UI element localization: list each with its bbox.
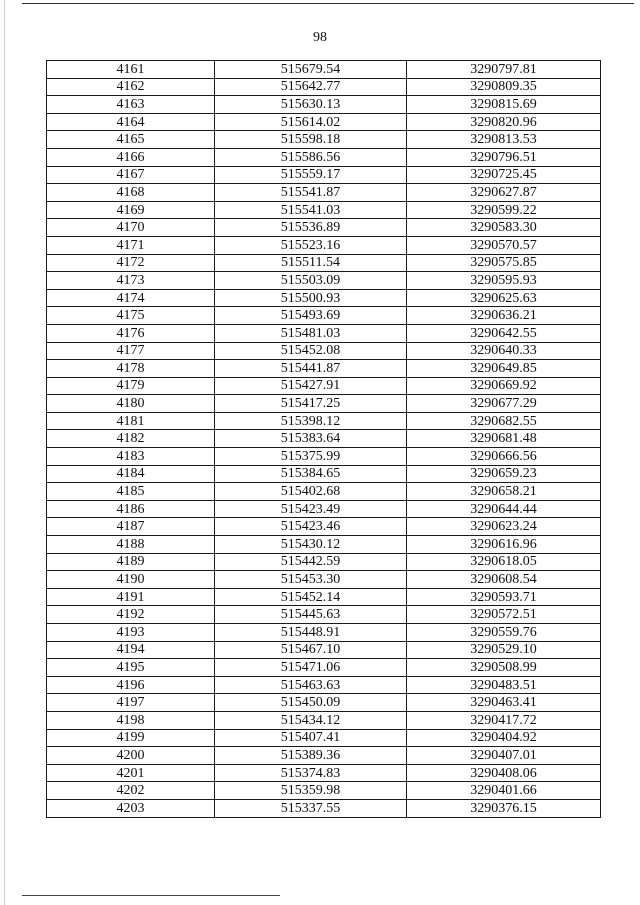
x-coordinate-cell: 515441.87 bbox=[215, 360, 407, 378]
point-number-cell: 4174 bbox=[47, 289, 215, 307]
point-number-cell: 4177 bbox=[47, 342, 215, 360]
table-row bbox=[47, 659, 601, 677]
table-row bbox=[47, 289, 601, 307]
x-coordinate-cell: 515427.91 bbox=[215, 377, 407, 395]
y-coordinate-cell: 3290376.15 bbox=[407, 799, 601, 817]
table-row bbox=[47, 78, 601, 96]
point-number-cell: 4169 bbox=[47, 201, 215, 219]
y-coordinate-cell: 3290642.55 bbox=[407, 324, 601, 342]
point-number-cell: 4178 bbox=[47, 360, 215, 378]
point-number-cell: 4171 bbox=[47, 236, 215, 254]
x-coordinate-cell: 515481.03 bbox=[215, 324, 407, 342]
y-coordinate-cell: 3290483.51 bbox=[407, 676, 601, 694]
table-row bbox=[47, 711, 601, 729]
y-coordinate-cell: 3290677.29 bbox=[407, 395, 601, 413]
point-number-cell: 4167 bbox=[47, 166, 215, 184]
table-row bbox=[47, 61, 601, 79]
table-row bbox=[47, 430, 601, 448]
table-row bbox=[47, 377, 601, 395]
table-row bbox=[47, 483, 601, 501]
x-coordinate-cell: 515423.49 bbox=[215, 500, 407, 518]
table-row bbox=[47, 465, 601, 483]
x-coordinate-cell: 515536.89 bbox=[215, 219, 407, 237]
point-number-cell: 4166 bbox=[47, 148, 215, 166]
point-number-cell: 4201 bbox=[47, 764, 215, 782]
table-row bbox=[47, 641, 601, 659]
x-coordinate-cell: 515407.41 bbox=[215, 729, 407, 747]
point-number-cell: 4199 bbox=[47, 729, 215, 747]
point-number-cell: 4188 bbox=[47, 536, 215, 554]
x-coordinate-cell: 515452.14 bbox=[215, 588, 407, 606]
y-coordinate-cell: 3290572.51 bbox=[407, 606, 601, 624]
y-coordinate-cell: 3290797.81 bbox=[407, 61, 601, 79]
point-number-cell: 4194 bbox=[47, 641, 215, 659]
x-coordinate-cell: 515493.69 bbox=[215, 307, 407, 325]
y-coordinate-cell: 3290815.69 bbox=[407, 96, 601, 114]
table-row bbox=[47, 764, 601, 782]
page-number: 98 bbox=[313, 30, 327, 45]
table-row bbox=[47, 412, 601, 430]
y-coordinate-cell: 3290644.44 bbox=[407, 500, 601, 518]
point-number-cell: 4170 bbox=[47, 219, 215, 237]
point-number-cell: 4179 bbox=[47, 377, 215, 395]
x-coordinate-cell: 515500.93 bbox=[215, 289, 407, 307]
table-row bbox=[47, 676, 601, 694]
table-row bbox=[47, 448, 601, 466]
x-coordinate-cell: 515442.59 bbox=[215, 553, 407, 571]
point-number-cell: 4192 bbox=[47, 606, 215, 624]
table-row bbox=[47, 782, 601, 800]
y-coordinate-cell: 3290725.45 bbox=[407, 166, 601, 184]
y-coordinate-cell: 3290658.21 bbox=[407, 483, 601, 501]
x-coordinate-cell: 515448.91 bbox=[215, 624, 407, 642]
x-coordinate-cell: 515630.13 bbox=[215, 96, 407, 114]
y-coordinate-cell: 3290640.33 bbox=[407, 342, 601, 360]
x-coordinate-cell: 515450.09 bbox=[215, 694, 407, 712]
y-coordinate-cell: 3290820.96 bbox=[407, 113, 601, 131]
table-row bbox=[47, 553, 601, 571]
y-coordinate-cell: 3290618.05 bbox=[407, 553, 601, 571]
x-coordinate-cell: 515417.25 bbox=[215, 395, 407, 413]
y-coordinate-cell: 3290666.56 bbox=[407, 448, 601, 466]
table-row bbox=[47, 113, 601, 131]
y-coordinate-cell: 3290417.72 bbox=[407, 711, 601, 729]
table-row bbox=[47, 500, 601, 518]
table-row bbox=[47, 166, 601, 184]
table-row bbox=[47, 131, 601, 149]
x-coordinate-cell: 515452.08 bbox=[215, 342, 407, 360]
coordinates-table bbox=[46, 60, 601, 818]
point-number-cell: 4187 bbox=[47, 518, 215, 536]
x-coordinate-cell: 515642.77 bbox=[215, 78, 407, 96]
x-coordinate-cell: 515383.64 bbox=[215, 430, 407, 448]
y-coordinate-cell: 3290575.85 bbox=[407, 254, 601, 272]
y-coordinate-cell: 3290669.92 bbox=[407, 377, 601, 395]
y-coordinate-cell: 3290809.35 bbox=[407, 78, 601, 96]
y-coordinate-cell: 3290408.06 bbox=[407, 764, 601, 782]
point-number-cell: 4189 bbox=[47, 553, 215, 571]
y-coordinate-cell: 3290599.22 bbox=[407, 201, 601, 219]
table-row bbox=[47, 272, 601, 290]
x-coordinate-cell: 515402.68 bbox=[215, 483, 407, 501]
point-number-cell: 4185 bbox=[47, 483, 215, 501]
coordinates-table-body bbox=[47, 61, 601, 818]
table-row bbox=[47, 360, 601, 378]
point-number-cell: 4197 bbox=[47, 694, 215, 712]
point-number-cell: 4164 bbox=[47, 113, 215, 131]
x-coordinate-cell: 515423.46 bbox=[215, 518, 407, 536]
point-number-cell: 4191 bbox=[47, 588, 215, 606]
y-coordinate-cell: 3290608.54 bbox=[407, 571, 601, 589]
y-coordinate-cell: 3290401.66 bbox=[407, 782, 601, 800]
point-number-cell: 4200 bbox=[47, 747, 215, 765]
x-coordinate-cell: 515384.65 bbox=[215, 465, 407, 483]
x-coordinate-cell: 515434.12 bbox=[215, 711, 407, 729]
x-coordinate-cell: 515614.02 bbox=[215, 113, 407, 131]
page-left-edge bbox=[4, 0, 5, 905]
point-number-cell: 4175 bbox=[47, 307, 215, 325]
y-coordinate-cell: 3290813.53 bbox=[407, 131, 601, 149]
top-rule bbox=[22, 3, 634, 4]
table-row bbox=[47, 747, 601, 765]
x-coordinate-cell: 515541.03 bbox=[215, 201, 407, 219]
x-coordinate-cell: 515445.63 bbox=[215, 606, 407, 624]
point-number-cell: 4186 bbox=[47, 500, 215, 518]
table-row bbox=[47, 694, 601, 712]
point-number-cell: 4196 bbox=[47, 676, 215, 694]
table-row bbox=[47, 324, 601, 342]
x-coordinate-cell: 515337.55 bbox=[215, 799, 407, 817]
point-number-cell: 4180 bbox=[47, 395, 215, 413]
table-row bbox=[47, 624, 601, 642]
x-coordinate-cell: 515598.18 bbox=[215, 131, 407, 149]
y-coordinate-cell: 3290796.51 bbox=[407, 148, 601, 166]
y-coordinate-cell: 3290625.63 bbox=[407, 289, 601, 307]
point-number-cell: 4193 bbox=[47, 624, 215, 642]
bottom-rule bbox=[22, 895, 280, 896]
point-number-cell: 4173 bbox=[47, 272, 215, 290]
y-coordinate-cell: 3290682.55 bbox=[407, 412, 601, 430]
table-row bbox=[47, 536, 601, 554]
table-row bbox=[47, 219, 601, 237]
y-coordinate-cell: 3290593.71 bbox=[407, 588, 601, 606]
point-number-cell: 4184 bbox=[47, 465, 215, 483]
point-number-cell: 4182 bbox=[47, 430, 215, 448]
point-number-cell: 4176 bbox=[47, 324, 215, 342]
point-number-cell: 4172 bbox=[47, 254, 215, 272]
point-number-cell: 4202 bbox=[47, 782, 215, 800]
x-coordinate-cell: 515453.30 bbox=[215, 571, 407, 589]
x-coordinate-cell: 515503.09 bbox=[215, 272, 407, 290]
x-coordinate-cell: 515511.54 bbox=[215, 254, 407, 272]
table-row bbox=[47, 799, 601, 817]
table-row bbox=[47, 588, 601, 606]
x-coordinate-cell: 515463.63 bbox=[215, 676, 407, 694]
x-coordinate-cell: 515679.54 bbox=[215, 61, 407, 79]
table-row bbox=[47, 571, 601, 589]
x-coordinate-cell: 515359.98 bbox=[215, 782, 407, 800]
table-row bbox=[47, 729, 601, 747]
y-coordinate-cell: 3290463.41 bbox=[407, 694, 601, 712]
table-row bbox=[47, 201, 601, 219]
x-coordinate-cell: 515471.06 bbox=[215, 659, 407, 677]
point-number-cell: 4163 bbox=[47, 96, 215, 114]
table-row bbox=[47, 254, 601, 272]
x-coordinate-cell: 515541.87 bbox=[215, 184, 407, 202]
table-row bbox=[47, 148, 601, 166]
y-coordinate-cell: 3290636.21 bbox=[407, 307, 601, 325]
point-number-cell: 4168 bbox=[47, 184, 215, 202]
table-row bbox=[47, 236, 601, 254]
y-coordinate-cell: 3290407.01 bbox=[407, 747, 601, 765]
x-coordinate-cell: 515467.10 bbox=[215, 641, 407, 659]
table-row bbox=[47, 606, 601, 624]
x-coordinate-cell: 515523.16 bbox=[215, 236, 407, 254]
point-number-cell: 4165 bbox=[47, 131, 215, 149]
point-number-cell: 4198 bbox=[47, 711, 215, 729]
y-coordinate-cell: 3290529.10 bbox=[407, 641, 601, 659]
point-number-cell: 4195 bbox=[47, 659, 215, 677]
x-coordinate-cell: 515586.56 bbox=[215, 148, 407, 166]
point-number-cell: 4203 bbox=[47, 799, 215, 817]
y-coordinate-cell: 3290583.30 bbox=[407, 219, 601, 237]
y-coordinate-cell: 3290649.85 bbox=[407, 360, 601, 378]
table-row bbox=[47, 184, 601, 202]
x-coordinate-cell: 515398.12 bbox=[215, 412, 407, 430]
point-number-cell: 4181 bbox=[47, 412, 215, 430]
x-coordinate-cell: 515375.99 bbox=[215, 448, 407, 466]
x-coordinate-cell: 515389.36 bbox=[215, 747, 407, 765]
x-coordinate-cell: 515374.83 bbox=[215, 764, 407, 782]
table-row bbox=[47, 518, 601, 536]
point-number-cell: 4161 bbox=[47, 61, 215, 79]
table-row bbox=[47, 342, 601, 360]
y-coordinate-cell: 3290508.99 bbox=[407, 659, 601, 677]
point-number-cell: 4183 bbox=[47, 448, 215, 466]
y-coordinate-cell: 3290623.24 bbox=[407, 518, 601, 536]
y-coordinate-cell: 3290559.76 bbox=[407, 624, 601, 642]
table-row bbox=[47, 96, 601, 114]
y-coordinate-cell: 3290570.57 bbox=[407, 236, 601, 254]
table-row bbox=[47, 307, 601, 325]
x-coordinate-cell: 515559.17 bbox=[215, 166, 407, 184]
x-coordinate-cell: 515430.12 bbox=[215, 536, 407, 554]
y-coordinate-cell: 3290681.48 bbox=[407, 430, 601, 448]
y-coordinate-cell: 3290595.93 bbox=[407, 272, 601, 290]
point-number-cell: 4162 bbox=[47, 78, 215, 96]
point-number-cell: 4190 bbox=[47, 571, 215, 589]
y-coordinate-cell: 3290659.23 bbox=[407, 465, 601, 483]
y-coordinate-cell: 3290616.96 bbox=[407, 536, 601, 554]
table-row bbox=[47, 395, 601, 413]
y-coordinate-cell: 3290404.92 bbox=[407, 729, 601, 747]
y-coordinate-cell: 3290627.87 bbox=[407, 184, 601, 202]
